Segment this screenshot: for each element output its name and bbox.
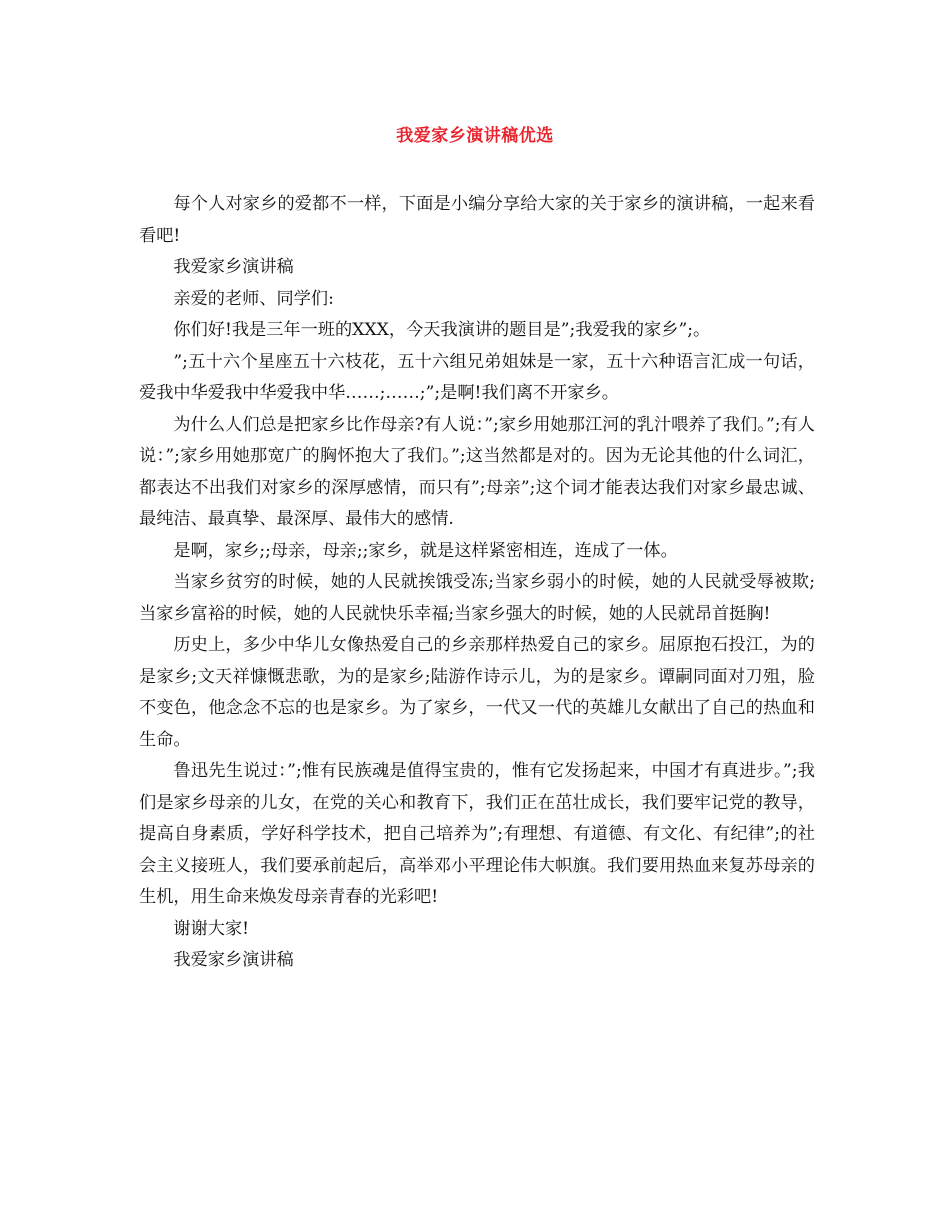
document-title: 我爱家乡演讲稿优选 <box>396 126 554 146</box>
paragraph-mother: 为什么人们总是把家乡比作母亲?有人说：”;家乡用她那江河的乳汁喂养了我们。”;有人说：”;家乡用她那宽广的胸怀抱大了我们。”;这当然都是对的。因为无论其他的什么词汇，都表达不出我们对家乡的深厚感情，而只有”;母亲”;这个词才能表达我们对家乡最忠诚、最纯洁、最真挚、最深厚、最伟大的感情. <box>139 414 815 529</box>
document-body <box>139 189 815 977</box>
paragraph-fortune: 当家乡贫穷的时候，她的人民就挨饿受冻;当家乡弱小的时候，她的人民就受辱被欺;当家乡富裕的时候，她的人民就快乐幸福;当家乡强大的时候，她的人民就昂首挺胸! <box>139 572 815 624</box>
paragraph-luxun: 鲁迅先生说过：”;惟有民族魂是值得宝贵的，惟有它发扬起来，中国才有真进步。”;我们是家乡母亲的儿女，在党的关心和教育下，我们正在茁壮成长，我们要牢记党的教导，提高自身素质，学好科学技术，把自己培养为”;有理想、有道德、有文化、有纪律”;的社会主义接班人，我们要承前起后，高举邓小平理论伟大帜旗。我们要用热血来复苏母亲的生机，用生命来焕发母亲青春的光彩吧! <box>139 761 815 907</box>
paragraph-greeting: 你们好!我是三年一班的XXX，今天我演讲的题目是”;我爱我的家乡”;。 <box>173 320 711 340</box>
paragraph-song: ”;五十六个星座五十六枝花，五十六组兄弟姐妹是一家，五十六种语言汇成一句话，爱我中华爱我中华爱我中华……;……;”;是啊!我们离不开家乡。 <box>139 351 815 403</box>
paragraph-history: 历史上，多少中华儿女像热爱自己的乡亲那样热爱自己的家乡。屈原抱石投江，为的是家乡;文天祥慷慨悲歌，为的是家乡;陆游作诗示儿，为的是家乡。谭嗣同面对刀殂，脸不变色，他念念不忘的也是家乡。为了家乡，一代又一代的英雄儿女献出了自己的热血和生命。 <box>139 635 815 750</box>
paragraph-thanks: 谢谢大家! <box>173 918 250 939</box>
paragraph-heading-speech: 我爱家乡演讲稿 <box>173 257 294 277</box>
paragraph-salutation: 亲爱的老师、同学们: <box>173 288 334 309</box>
paragraph-intro: 每个人对家乡的爱都不一样，下面是小编分享给大家的关于家乡的演讲稿，一起来看看吧! <box>139 194 815 246</box>
paragraph-heading-speech-2: 我爱家乡演讲稿 <box>173 950 294 970</box>
paragraph-connected: 是啊，家乡;;母亲，母亲;;家乡，就是这样紧密相连，连成了一体。 <box>173 540 678 561</box>
